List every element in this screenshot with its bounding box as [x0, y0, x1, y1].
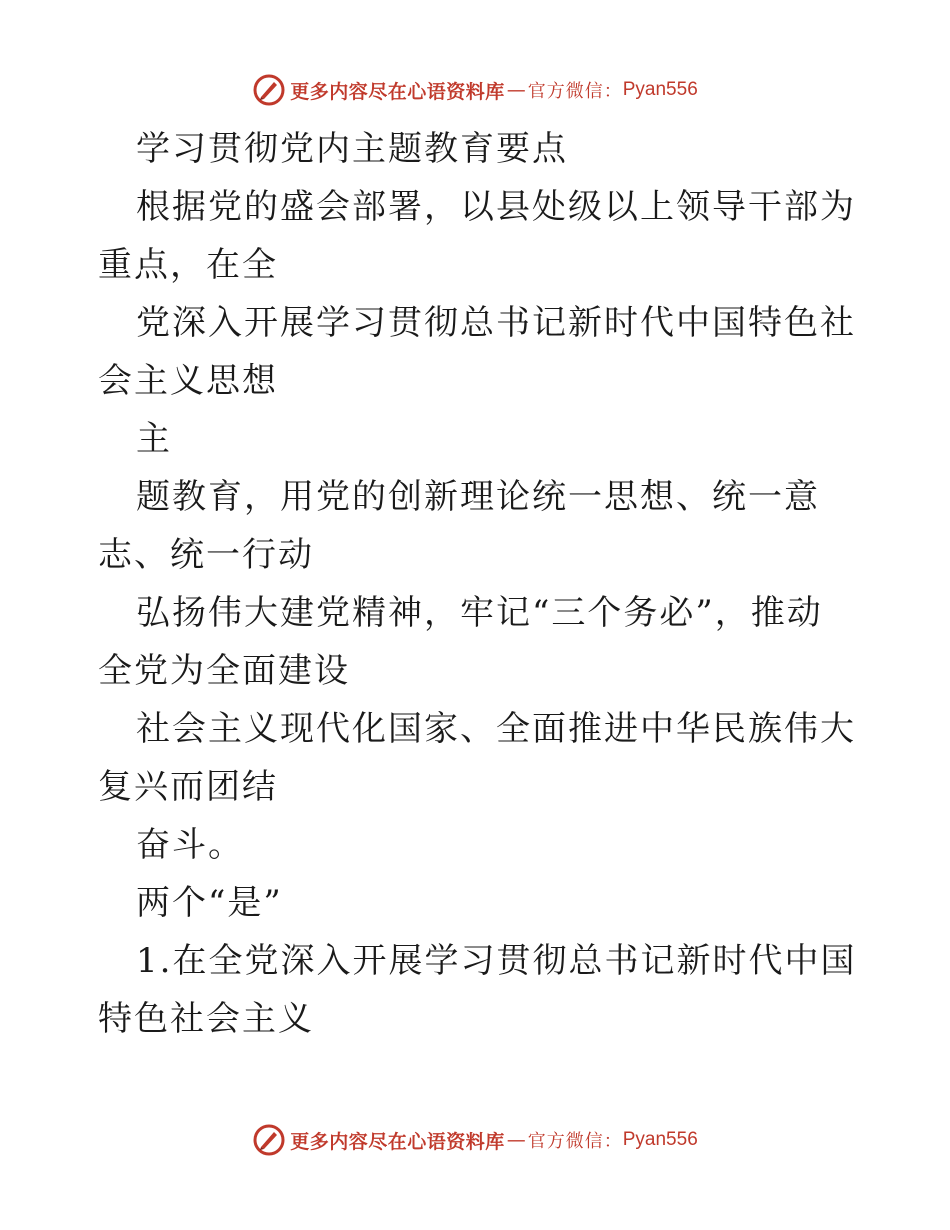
doc-paragraph: 主: [136, 419, 172, 459]
quill-logo-icon: [252, 73, 286, 107]
banner-brand-text: 更多内容尽在心语资料库: [290, 80, 505, 103]
doc-title: 学习贯彻党内主题教育要点: [136, 129, 568, 169]
document-body: [98, 120, 858, 1048]
doc-paragraph: 奋斗。: [136, 825, 244, 865]
doc-paragraph: 1.在全党深入开展学习贯彻总书记新时代中国特色社会主义: [98, 941, 857, 1039]
banner-contact-id: Pyan556: [622, 79, 698, 100]
quill-logo-icon: [252, 1123, 286, 1157]
doc-paragraph: 题教育，用党的创新理论统一思想、统一意志、统一行动: [98, 477, 820, 575]
doc-paragraph: 社会主义现代化国家、全面推进中华民族伟大复兴而团结: [98, 709, 856, 807]
footer-banner: [0, 1120, 950, 1160]
banner-dash: —: [506, 1129, 526, 1151]
doc-paragraph: 弘扬伟大建党精神，牢记“三个务必”，推动全党为全面建设: [98, 593, 823, 691]
doc-paragraph: 党深入开展学习贯彻总书记新时代中国特色社会主义思想: [98, 303, 856, 401]
doc-paragraph: 根据党的盛会部署，以县处级以上领导干部为重点，在全: [98, 187, 856, 285]
banner-contact-label: 官方微信：: [527, 81, 623, 102]
banner-contact-id: Pyan556: [622, 1129, 698, 1150]
banner-dash: —: [506, 79, 526, 101]
header-banner: [0, 70, 950, 110]
banner-contact-label: 官方微信：: [527, 1131, 623, 1152]
banner-brand-text: 更多内容尽在心语资料库: [290, 1130, 505, 1153]
doc-subheading: 两个“是”: [136, 883, 283, 923]
